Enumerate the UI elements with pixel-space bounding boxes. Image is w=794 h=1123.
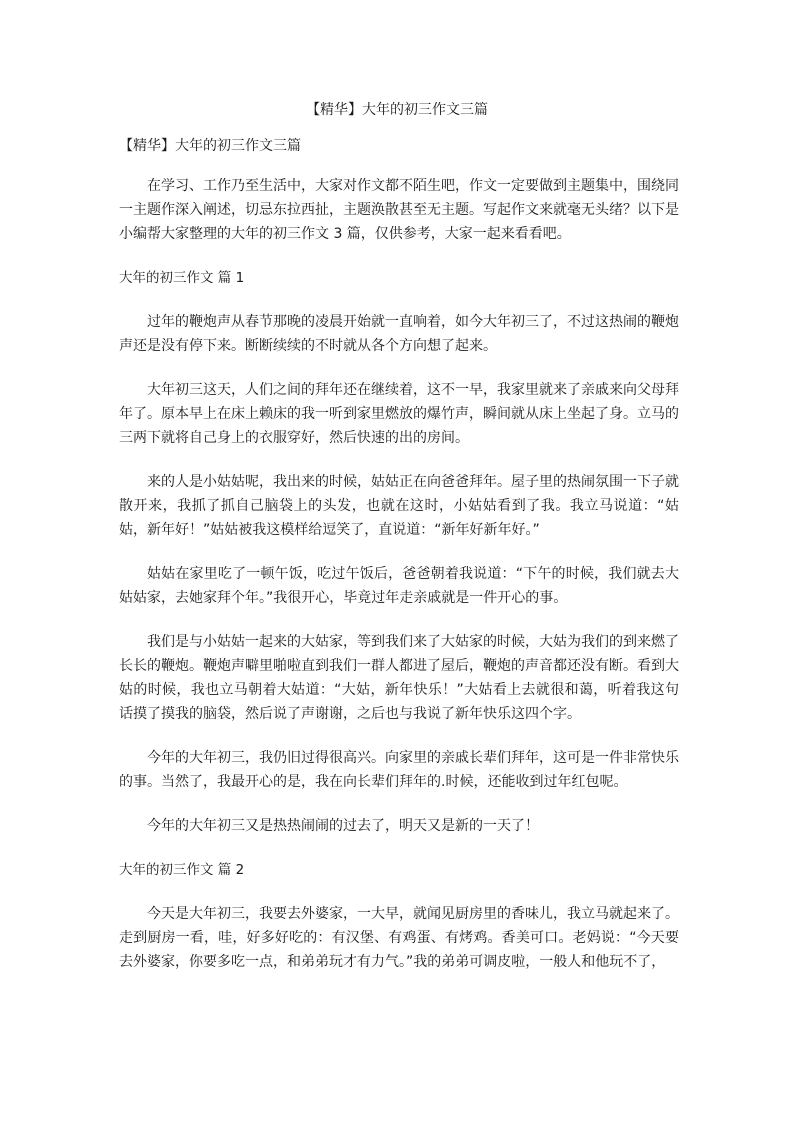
essay-2-heading: 大年的初三作文 篇 2 (119, 862, 245, 878)
essay-1-paragraph: 今年的大年初三又是热热闹闹的过去了，明天又是新的一天了！ (147, 818, 539, 834)
essay-2-paragraph: 今天是大年初三，我要去外婆家，一大早，就闻见厨房里的香味儿，我立马就起来了。走到厨房一看，哇，好多好吃的：有汉堡、有鸡蛋、有烤鸡。香美可口。老妈说：“今天要去外婆家，你要多吃一点，和弟弟玩才有力气。”我的弟弟可调皮啦，一般人和他玩不了， (119, 906, 679, 970)
essay-1-paragraph: 我们是与小姑姑一起来的大姑家，等到我们来了大姑家的时候，大姑为我们的到来燃了长长的鞭炮。鞭炮声噼里啪啦直到我们一群人都进了屋后，鞭炮的声音都还没有断。看到大姑的时候，我也立马朝着大姑道：“大姑，新年快乐！”大姑看上去就很和蔼，听着我这句话摸了摸我的脑袋，然后说了声谢谢，之后也与我说了新年快乐这四个字。 (119, 634, 679, 722)
essay-1-paragraph: 姑姑在家里吃了一顿午饭，吃过午饭后，爸爸朝着我说道：“下午的时候，我们就去大姑姑家，去她家拜个年。”我很开心，毕竟过年走亲戚就是一件开心的事。 (119, 566, 679, 606)
essay-1-paragraph: 来的人是小姑姑呢，我出来的时候，姑姑正在向爸爸拜年。屋子里的热闹氛围一下子就散开来，我抓了抓自己脑袋上的头发，也就在这时，小姑姑看到了我。我立马说道：“姑姑，新年好！”姑姑被我这模样给逗笑了，直说道：“新年好新年好。” (119, 474, 679, 538)
essay-1-paragraph: 今年的大年初三，我仍旧过得很高兴。向家里的亲戚长辈们拜年，这可是一件非常快乐的事。当然了，我最开心的是，我在向长辈们拜年的.时候，还能收到过年红包呢。 (119, 750, 679, 790)
essay-1-heading: 大年的初三作文 篇 1 (119, 270, 245, 286)
essay-1-paragraph: 大年初三这天，人们之间的拜年还在继续着，这不一早，我家里就来了亲戚来向父母拜年了。原本早上在床上赖床的我一听到家里燃放的爆竹声，瞬间就从床上坐起了身。立马的三两下就将自己身上的衣服穿好，然后快速的出的房间。 (119, 382, 679, 446)
document-title: 【精华】大年的初三作文三篇 (306, 102, 488, 118)
essay-1-paragraph: 过年的鞭炮声从春节那晚的凌晨开始就一直响着，如今大年初三了，不过这热闹的鞭炮声还是没有停下来。断断续续的不时就从各个方向想了起来。 (119, 314, 679, 354)
document-body (119, 134, 679, 994)
intro-paragraph: 在学习、工作乃至生活中，大家对作文都不陌生吧，作文一定要做到主题集中，围绕同一主题作深入阐述，切忌东拉西扯，主题涣散甚至无主题。写起作文来就毫无头绪？以下是小编帮大家整理的大年的初三作文 3 篇，仅供参考，大家一起来看看吧。 (119, 178, 679, 242)
document-subtitle: 【精华】大年的初三作文三篇 (119, 138, 301, 154)
